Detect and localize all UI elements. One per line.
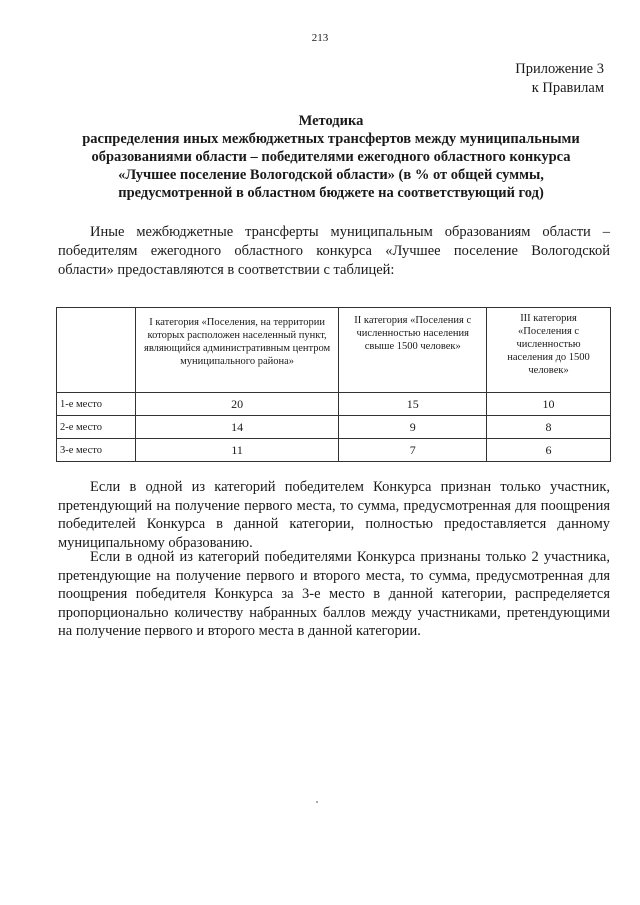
table-cell: 11 — [135, 439, 339, 462]
table-header-row — [57, 308, 611, 393]
table-row — [57, 416, 611, 439]
paragraph-single-winner: Если в одной из категорий победителем Конкурса признан только участник, претендующий на получение первого места, то сумма, предусмотренная для поощрения победителей Конкурса в данной категории, полностью предоставляется данному муниципальному образованию. — [58, 479, 610, 551]
intro-paragraph: Иные межбюджетные трансферты муниципальным образованиям области – победителям ежегодного областного конкурса «Лучшее поселение Вологодской области» предоставляются в соответствии с таблицей: — [58, 224, 610, 278]
title-line-3: «Лучшее поселение Вологодской области» (в % от общей суммы, — [118, 167, 544, 183]
table-row — [57, 439, 611, 462]
table-cell: 6 — [487, 439, 611, 462]
table-header-category-2: II категория «Поселения с численностью населения свыше 1500 человек» — [339, 308, 487, 393]
page-number: 213 — [311, 32, 329, 44]
row-label: 1-е место — [57, 393, 136, 416]
title-line-2: образованиями области – победителями ежегодного областного конкурса — [91, 149, 571, 165]
paragraph-two-winners: Если в одной из категорий победителями Конкурса признаны только 2 участника, претендующие на получение первого и второго места, то сумма, предусмотренная для поощрения победителя Конкурса за 3-е место в данной категории, распределяется пропорционально количеству набранных баллов между участниками, претендующими на получение первого и второго места в данной категории. — [58, 549, 610, 639]
appendix-line-2: к Правилам — [531, 80, 604, 96]
table-cell: 14 — [135, 416, 339, 439]
row-label: 3-е место — [57, 439, 136, 462]
document-title — [40, 112, 622, 202]
distribution-table — [56, 307, 611, 462]
title-heading: Методика — [298, 113, 364, 129]
title-line-1: распределения иных межбюджетных трансфертов между муниципальными — [82, 131, 580, 147]
table-cell: 15 — [339, 393, 487, 416]
table-cell: 7 — [339, 439, 487, 462]
scan-speck — [316, 801, 318, 803]
table-header-category-1: I категория «Поселения, на территории которых расположен населенный пункт, являющийся административным центром муниципального района» — [135, 308, 339, 393]
appendix-line-1: Приложение 3 — [515, 61, 604, 77]
table-header-category-3: III категория «Поселения с численностью населения до 1500 человек» — [487, 308, 611, 393]
table-cell: 20 — [135, 393, 339, 416]
row-label: 2-е место — [57, 416, 136, 439]
appendix-reference — [515, 60, 604, 98]
table-cell: 10 — [487, 393, 611, 416]
table-row — [57, 393, 611, 416]
table-cell: 9 — [339, 416, 487, 439]
title-line-4: предусмотренной в областном бюджете на соответствующий год) — [118, 185, 544, 201]
table-cell: 8 — [487, 416, 611, 439]
table-header-corner — [57, 308, 136, 393]
